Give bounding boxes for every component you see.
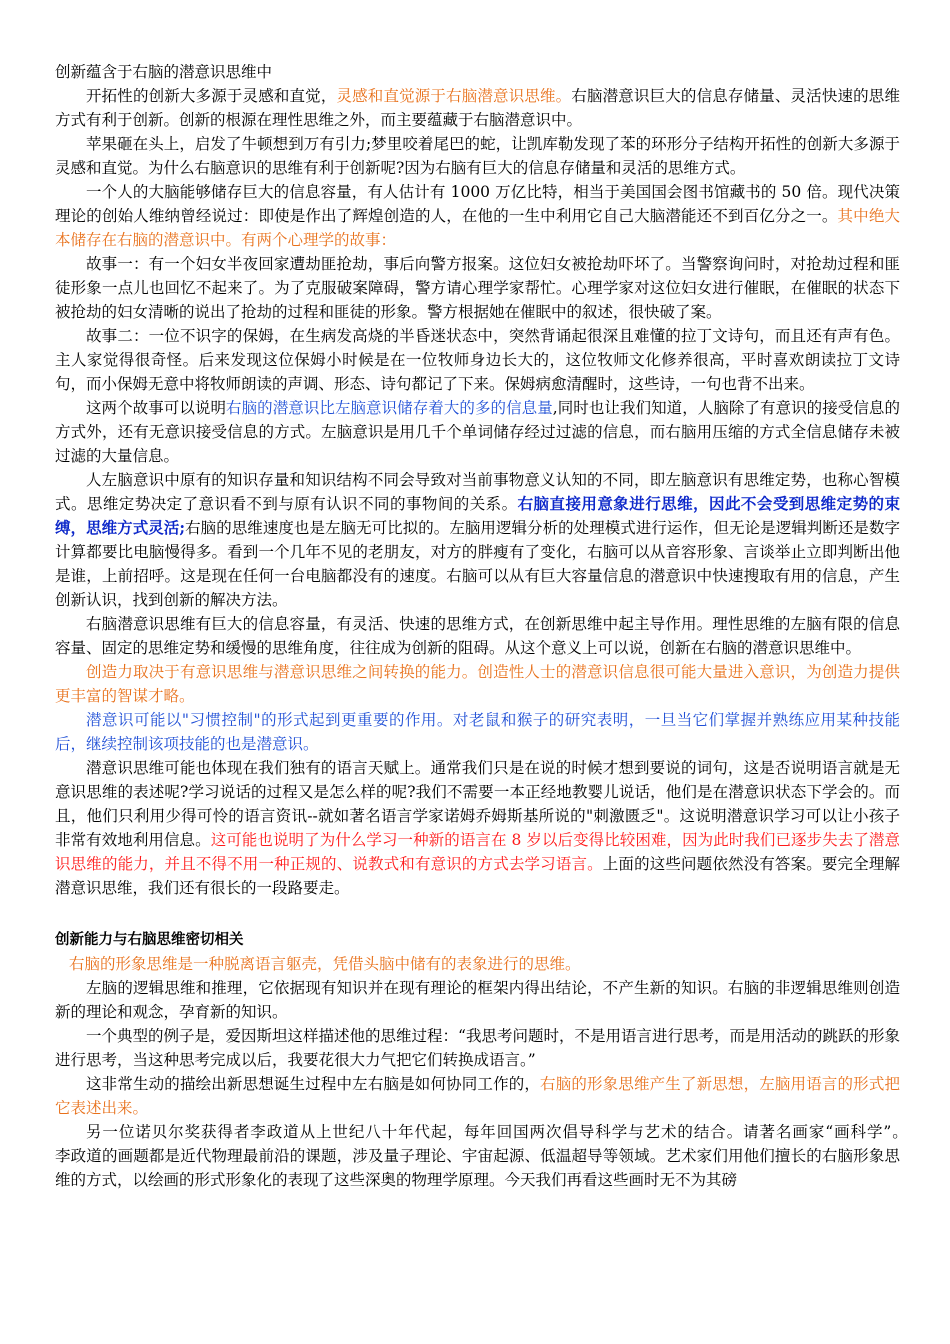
section-heading-1: 创新蕴含于右脑的潜意识思维中	[55, 63, 273, 81]
paragraph	[55, 468, 900, 612]
paragraph: 苹果砸在头上，启发了牛顿想到万有引力;梦里咬着尾巴的蛇，让凯库勒发现了苯的环形分子结构开拓性的创新大多源于灵感和直觉。为什么右脑意识的思维有利于创新呢?因为右脑有巨大的信息存储量和灵活的思维方式。	[55, 135, 900, 177]
paragraph: 一个典型的例子是，爱因斯坦这样描述他的思维过程：“我思考问题时，不是用语言进行思考，而是用活动的跳跃的形象进行思考，当这种思考完成以后，我要花很大力气把它们转换成语言。”	[55, 1027, 900, 1069]
paragraph: 另一位诺贝尔奖获得者李政道从上世纪八十年代起，每年回国两次倡导科学与艺术的结合。请著名画家“画科学”。 李政道的画题都是近代物理最前沿的课题，涉及量子理论、宇宙起源、低温超导等领域。艺术家们用他们擅长的右脑形象思维的方式，以绘画的形式形象化的表现了这些深奥的物理学原理。今天我们再看这些画时无不为其磅	[55, 1123, 932, 1189]
highlight-text: 右脑的潜意识比左脑意识储存着大的多的信息量	[226, 399, 553, 417]
paragraph	[55, 396, 900, 468]
text-run: 右脑潜意识巨大的信息存储量、灵活快速的思维方式有利于创新。创新的根源在理性思维之外，而主要蕴藏于右脑潜意识中。	[55, 87, 900, 129]
highlight-text: 右脑直接用意象进行思维，因此不会受到思维定势的束缚，思维方式灵活;	[55, 494, 900, 537]
paragraph: 右脑潜意识思维有巨大的信息容量，有灵活、快速的思维方式，在创新思维中起主导作用。理性思维的左脑有限的信息容量、固定的思维定势和缓慢的思维角度，往往成为创新的阻碍。从这个意义上可以说，创新在右脑的潜意识思维中。	[55, 615, 900, 657]
paragraph: 故事二：一位不识字的保姆，在生病发高烧的半昏迷状态中，突然背诵起很深且难懂的拉丁文诗句，而且还有声有色。主人家觉得很奇怪。后来发现这位保姆小时候是在一位牧师身边长大的，这位牧师文化修养很高，平时喜欢朗读拉丁文诗句，而小保姆无意中将牧师朗读的声调、形态、诗句都记了下来。保姆病愈清醒时，这些诗，一句也背不出来。	[55, 327, 900, 393]
highlight-text: 这可能也说明了为什么学习一种新的语言在 8 岁以后变得比较困难，因为此时我们已逐步失去了潜意识思维的能力，并且不得不用一种正规的、说教式和有意识的方式去学习语言。	[55, 831, 900, 873]
text-run: 上面的这些问题依然没有答案。要完全理解潜意识思维，我们还有很长的一段路要走。	[55, 855, 900, 897]
text-run: 右脑的思维速度也是左脑无可比拟的。左脑用逻辑分析的处理模式进行运作，但无论是逻辑判断还是数字计算都要比电脑慢得多。看到一个几年不见的老朋友，对方的胖瘦有了变化，右脑可以从音容形象、言谈举止立即判断出他是谁，上前招呼。这是现在任何一台电脑都没有的速度。右脑可以从有巨大容量信息的潜意识中快速搜取有用的信息，产生创新认识，找到创新的解决方法。	[55, 519, 900, 609]
paragraph	[55, 1072, 900, 1120]
highlight-paragraph: 潜意识可能以"习惯控制"的形式起到更重要的作用。对老鼠和猴子的研究表明，一旦当它们掌握并熟练应用某种技能后，继续控制该项技能的也是潜意识。	[55, 711, 900, 753]
text-run: 开拓性的创新大多源于灵感和直觉，	[86, 87, 337, 105]
text-run: 人左脑意识中原有的知识存量和知识结构不同会导致对当前事物意义认知的不同，即左脑意识有思维定势，也称心智模式。思维定势决定了意识看不到与原有认识不同的事物间的关系。	[55, 471, 900, 513]
text-run: 潜意识思维可能也体现在我们独有的语言天赋上。通常我们只是在说的时候才想到要说的词句，这是否说明语言就是无意识思维的表述呢?学习说话的过程又是怎么样的呢?我们不需要一本正经地教婴儿说话，他们是在潜意识状态下学会的。而且，他们只利用少得可怜的语言资讯--就如著名语言学家诺姆乔姆斯基所说的"刺激匮乏"。这说明潜意识学习可以让小孩子非常有效地利用信息。	[55, 759, 900, 849]
spacer	[55, 900, 900, 928]
highlight-text: 其中绝大本储存在右脑的潜意识中。有两个心理学的故事：	[55, 207, 900, 249]
paragraph: 故事一：有一个妇女半夜回家遭劫匪抢劫，事后向警方报案。这位妇女被抢劫吓坏了。当警察询问时，对抢劫过程和匪徒形象一点儿也回忆不起来了。为了克服破案障碍，警方请心理学家帮忙。心理学家对这位妇女进行催眠，在催眠的状态下被抢劫的妇女清晰的说出了抢劫的过程和匪徒的形象。警方根据她在催眠中的叙述，很快破了案。	[55, 255, 900, 321]
text-run: 这两个故事可以说明	[86, 399, 227, 417]
paragraph	[55, 180, 900, 252]
text-run: ,同时也让我们知道，人脑除了有意识的接受信息的方式外，还有无意识接受信息的方式。左脑意识是用几千个单词储存经过过滤的信息，而右脑用压缩的方式全信息储存未被过滤的大量信息。	[55, 399, 900, 465]
highlight-text: 右脑的形象思维产生了新思想，左脑用语言的形式把它表述出来。	[55, 1075, 900, 1117]
text-run: 这非常生动的描绘出新思想诞生过程中左右脑是如何协同工作的，	[86, 1075, 541, 1093]
document-body	[55, 60, 932, 1192]
text-run: 一个人的大脑能够储存巨大的信息容量，有人估计有 1000 万亿比特，相当于美国国会图书馆藏书的 50 倍。现代决策理论的创始人维纳曾经说过：即使是作出了辉煌创造的人，在他的一生中利用它自己大脑潜能还不到百亿分之一。	[55, 183, 900, 225]
section-heading-2: 创新能力与右脑思维密切相关	[55, 932, 244, 948]
highlight-text: 灵感和直觉源于右脑潜意识思维。	[336, 87, 572, 105]
highlight-paragraph: 创造力取决于有意识思维与潜意识思维之间转换的能力。创造性人士的潜意识信息很可能大量进入意识，为创造力提供更丰富的智谋才略。	[55, 663, 900, 705]
highlight-paragraph: 右脑的形象思维是一种脱离语言躯壳，凭借头脑中储有的表象进行的思维。	[69, 955, 581, 973]
paragraph	[55, 756, 900, 900]
paragraph	[55, 84, 900, 132]
paragraph: 左脑的逻辑思维和推理，它依据现有知识并在现有理论的框架内得出结论，不产生新的知识。右脑的非逻辑思维则创造新的理论和观念，孕育新的知识。	[55, 979, 900, 1021]
